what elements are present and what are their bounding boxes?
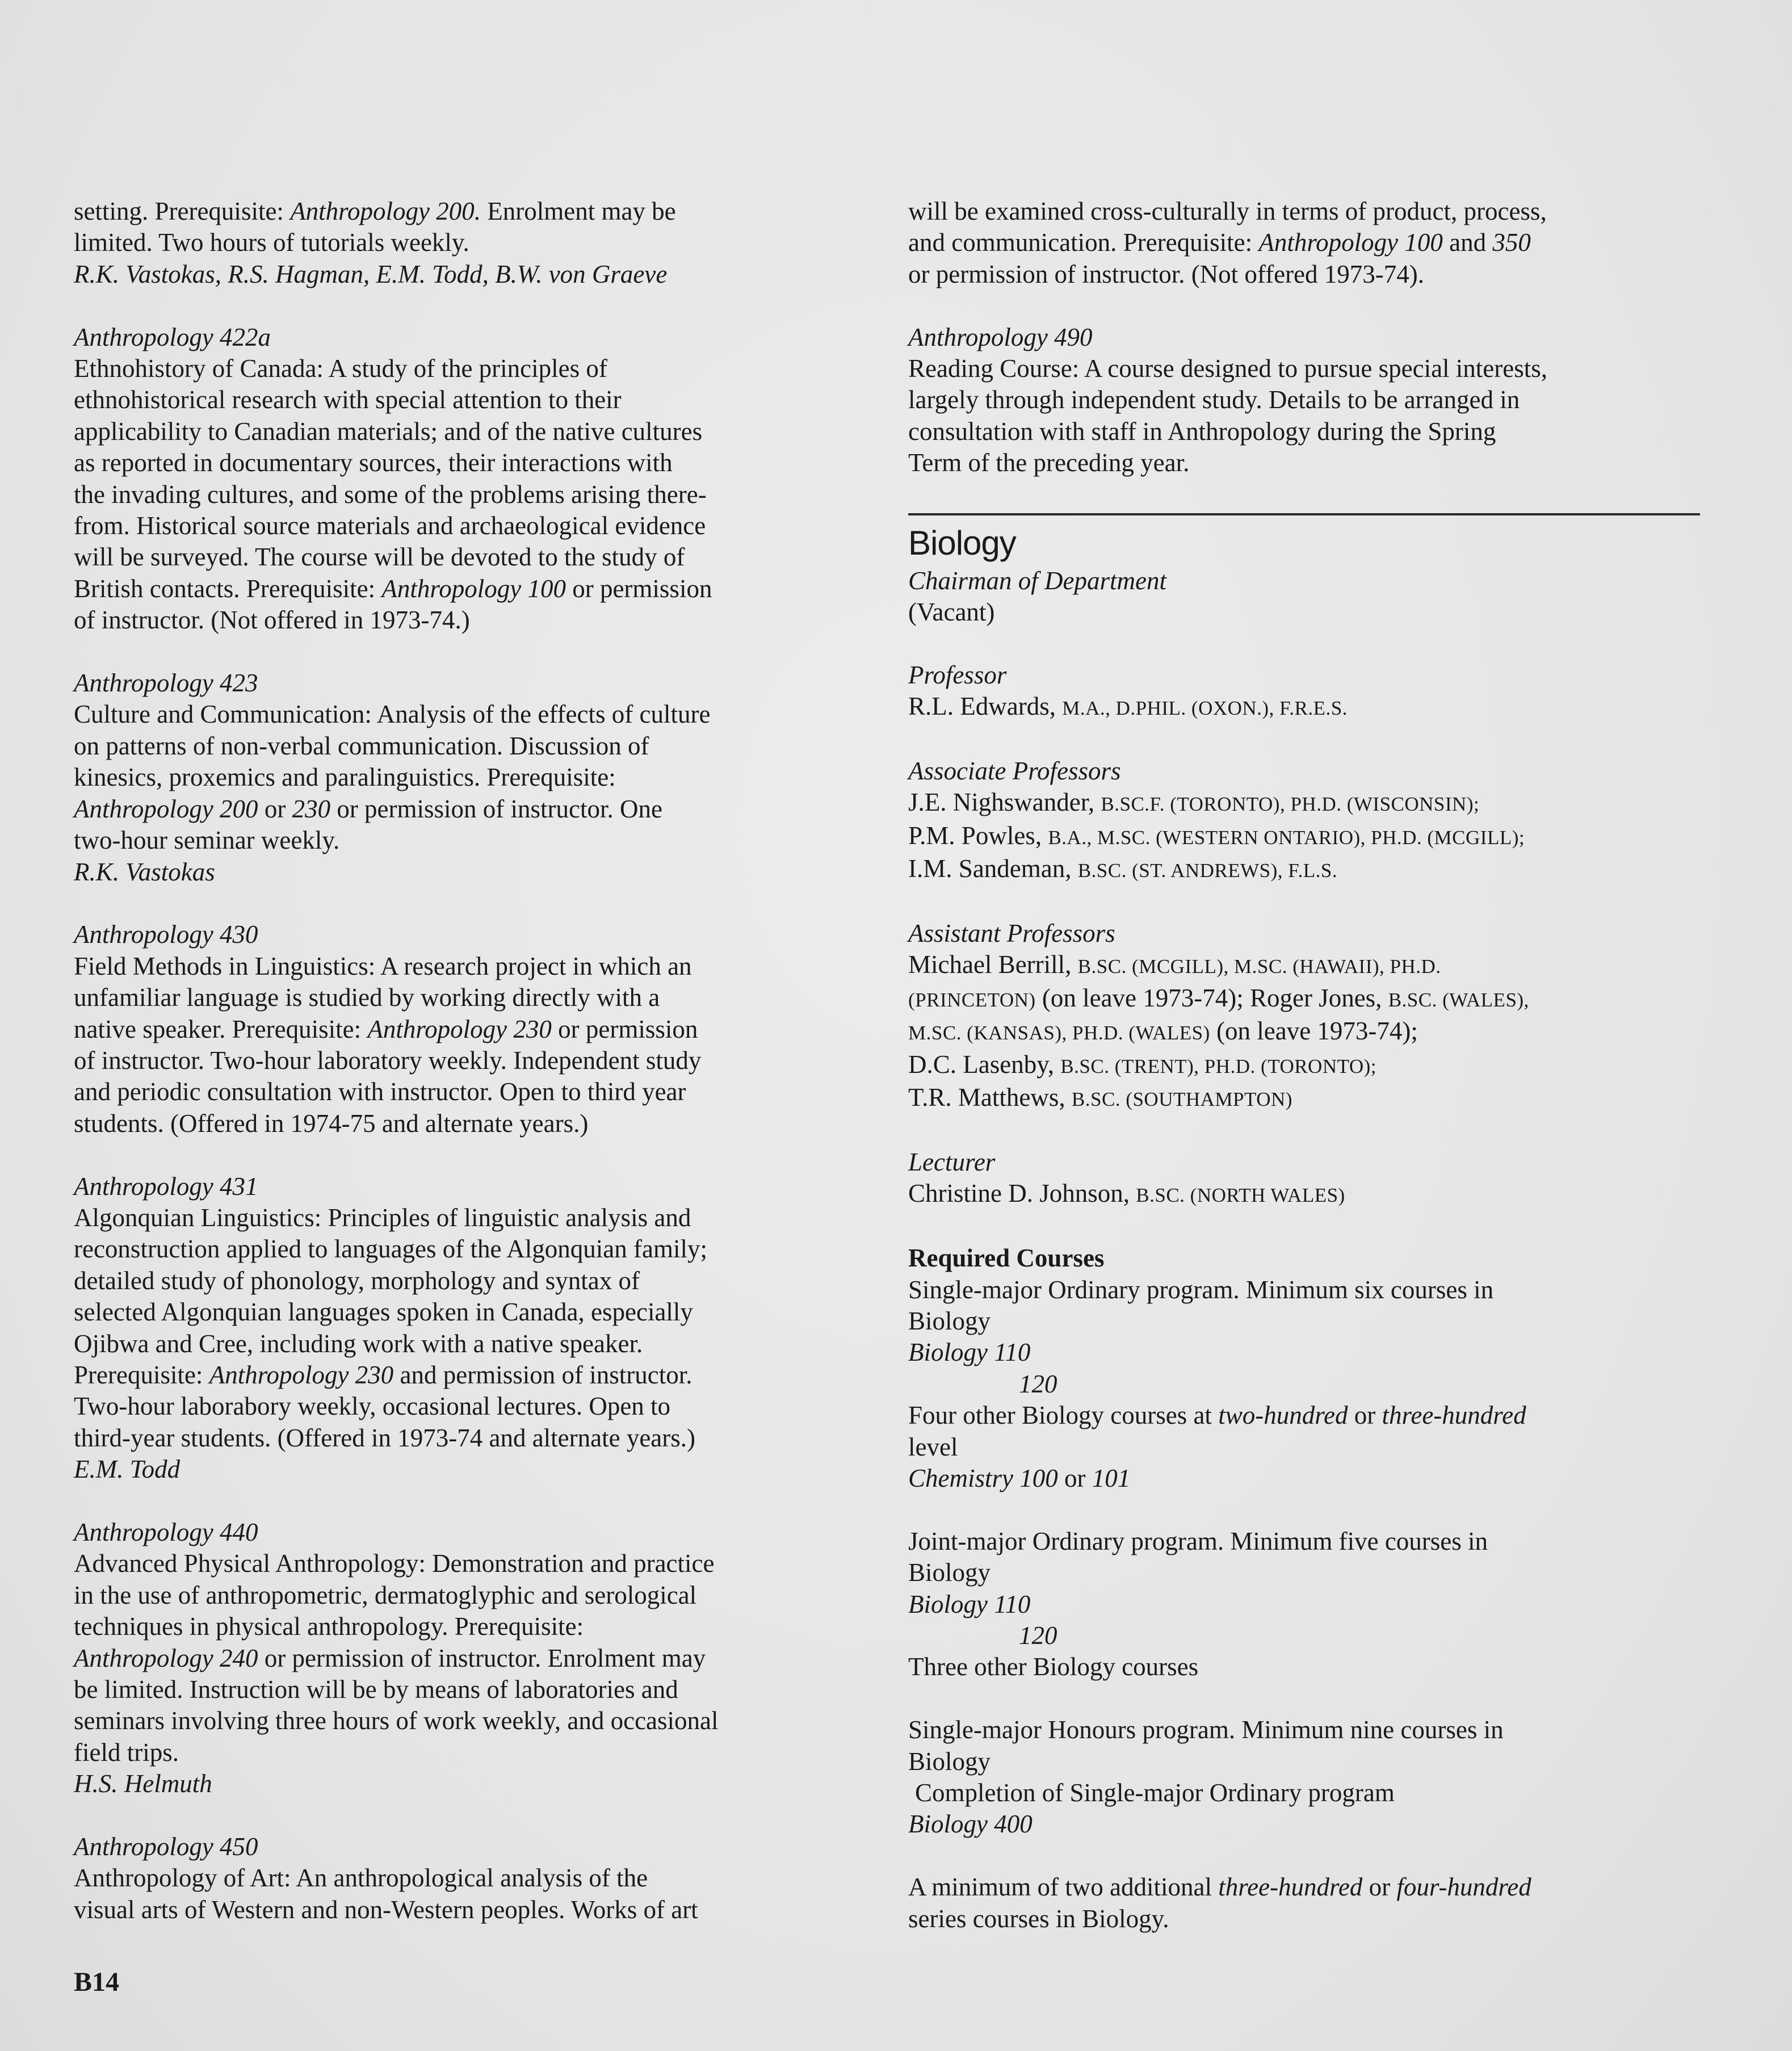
text-run: series courses in Biology. — [908, 1904, 1169, 1933]
text-line — [74, 1737, 868, 1768]
text-run: Prerequisite: — [74, 1360, 209, 1389]
paragraph-gap — [908, 1211, 1703, 1243]
italic-run: Anthropology 200. — [290, 197, 481, 225]
italic-run: Anthropology 100 — [1258, 228, 1443, 257]
text-line — [908, 1620, 1703, 1651]
text-run: or — [1362, 1873, 1397, 1902]
paragraph-gap — [74, 636, 868, 668]
text-run: Christine D. Johnson, — [908, 1179, 1136, 1208]
text-line — [908, 1714, 1703, 1746]
paragraph-gap — [908, 1115, 1703, 1147]
text-line — [74, 1768, 868, 1800]
text-line — [74, 1014, 868, 1045]
paragraph-gap — [908, 628, 1703, 659]
text-run: selected Algonquian languages spoken in Canada, especially — [74, 1298, 693, 1327]
text-line — [908, 1016, 1703, 1048]
text-run: Advanced Physical Anthropology: Demonstration and practice — [74, 1549, 715, 1578]
text-run: A minimum of two additional — [908, 1873, 1219, 1902]
text-run: and communication. Prerequisite: — [908, 228, 1259, 257]
text-line — [908, 1746, 1703, 1777]
italic-run: E.M. Todd — [74, 1455, 181, 1484]
text-line — [74, 416, 868, 447]
text-line — [74, 542, 868, 573]
text-line — [74, 951, 868, 982]
text-line — [74, 1297, 868, 1328]
text-line — [74, 731, 868, 762]
text-run: seminars involving three hours of work weekly, and occasional — [74, 1706, 719, 1735]
text-line — [74, 1454, 868, 1485]
text-line — [74, 1076, 868, 1108]
text-line — [74, 1831, 868, 1863]
text-run: or permission — [551, 1014, 698, 1043]
italic-run: Chairman of Department — [908, 566, 1166, 595]
text-run: Algonquian Linguistics: Principles of linguistic analysis and — [74, 1203, 691, 1232]
text-line — [908, 447, 1703, 479]
italic-run: Biology 110 — [908, 1589, 1031, 1618]
paragraph-gap — [74, 888, 868, 919]
text-run: Biology — [908, 1747, 991, 1776]
section-divider-rule — [908, 513, 1700, 515]
text-run: J.E. Nighswander, — [908, 788, 1101, 817]
italic-run: R.K. Vastokas — [74, 857, 215, 886]
paragraph-gap — [908, 887, 1703, 918]
text-line — [908, 983, 1703, 1016]
small-caps-degrees: B.SC. (WALES), — [1388, 988, 1529, 1011]
text-run: T.R. Matthews, — [908, 1083, 1072, 1112]
paragraph-gap — [908, 290, 1703, 321]
italic-run: Biology 400 — [908, 1810, 1033, 1839]
text-run: D.C. Lasenby, — [908, 1050, 1061, 1079]
page-number: B14 — [74, 1967, 120, 1997]
italic-run: 350 — [1492, 228, 1531, 257]
italic-run: 120 — [1019, 1369, 1057, 1398]
text-run: (Vacant) — [908, 598, 995, 627]
text-run: Ojibwa and Cree, including work with a native speaker. — [74, 1329, 643, 1358]
text-line — [908, 322, 1703, 353]
text-line — [74, 1265, 868, 1297]
text-line — [908, 1274, 1703, 1306]
text-run: setting. Prerequisite: — [74, 197, 291, 225]
text-line — [74, 1423, 868, 1454]
italic-run: Biology 110 — [908, 1338, 1031, 1367]
paragraph-gap — [74, 1800, 868, 1831]
text-run: two-hour seminar weekly. — [74, 826, 340, 855]
text-line — [908, 1369, 1703, 1400]
paragraph-gap — [908, 1683, 1703, 1714]
text-line — [908, 1809, 1703, 1840]
text-run: or permission of instructor. (Not offered 1973-74). — [908, 259, 1424, 288]
small-caps-degrees: B.SC. (MCGILL), M.SC. (HAWAII), PH.D. — [1077, 955, 1441, 978]
text-line — [74, 322, 868, 353]
small-caps-degrees: (PRINCETON) — [908, 988, 1036, 1011]
text-line — [74, 1894, 868, 1926]
text-run: Four other Biology courses at — [908, 1401, 1219, 1430]
paragraph-gap — [74, 1139, 868, 1171]
text-line — [908, 597, 1703, 628]
text-run: Michael Berrill, — [908, 950, 1078, 979]
italic-run: Anthropology 230 — [367, 1014, 552, 1043]
italic-run: Anthropology 431 — [74, 1172, 258, 1201]
text-line — [74, 1863, 868, 1894]
text-run: of instructor. (Not offered in 1973-74.) — [74, 606, 470, 635]
text-line — [74, 1611, 868, 1642]
text-line — [908, 660, 1703, 691]
italic-run: Anthropology 422a — [74, 322, 271, 351]
paragraph-gap — [908, 724, 1703, 756]
text-line — [908, 1463, 1703, 1494]
text-run: and permission of instructor. — [393, 1360, 693, 1389]
text-line — [908, 1337, 1703, 1368]
text-run: Joint-major Ordinary program. Minimum five courses in — [908, 1526, 1488, 1555]
text-line — [908, 384, 1703, 416]
text-run: Completion of Single-major Ordinary program — [915, 1778, 1395, 1807]
italic-run: Anthropology 423 — [74, 669, 258, 698]
text-line — [74, 479, 868, 510]
italic-run: R.K. Vastokas, R.S. Hagman, E.M. Todd, B.W. von Graeve — [74, 259, 668, 288]
text-run: or — [1348, 1401, 1382, 1430]
small-caps-degrees: B.SC. (TRENT), PH.D. (TORONTO); — [1060, 1055, 1377, 1077]
text-run: in the use of anthropometric, dermatoglyphic and serological — [74, 1580, 697, 1609]
text-line — [908, 1872, 1703, 1903]
small-caps-degrees: M.A., D.PHIL. (OXON.), F.R.E.S. — [1062, 697, 1348, 720]
text-run: level — [908, 1432, 958, 1461]
text-run: visual arts of Western and non-Western peoples. Works of art — [74, 1895, 698, 1924]
italic-run: Professor — [908, 660, 1007, 689]
text-run: unfamiliar language is studied by working directly with a — [74, 983, 660, 1012]
text-line — [74, 605, 868, 636]
text-line — [908, 227, 1703, 258]
text-line — [74, 668, 868, 699]
italic-run: Anthropology 240 — [74, 1643, 258, 1672]
text-line — [908, 1147, 1703, 1178]
text-run: (on leave 1973-74); — [1210, 1017, 1418, 1046]
italic-run: 230 — [292, 794, 331, 823]
text-run: or — [1057, 1463, 1092, 1492]
text-line — [74, 1108, 868, 1139]
text-line — [908, 820, 1703, 853]
italic-run: H.S. Helmuth — [74, 1769, 212, 1798]
text-run: Reading Course: A course designed to pursue special interests, — [908, 354, 1548, 383]
text-run: Single-major Ordinary program. Minimum six courses in — [908, 1275, 1494, 1304]
text-line — [908, 416, 1703, 447]
text-run: Enrolment may be — [481, 197, 676, 225]
text-run: Anthropology of Art: An anthropological analysis of the — [74, 1864, 648, 1893]
text-run: British contacts. Prerequisite: — [74, 574, 382, 603]
text-line — [74, 1360, 868, 1391]
paragraph-gap — [908, 1494, 1703, 1525]
text-run: will be surveyed. The course will be devoted to the study of — [74, 543, 685, 572]
text-line — [908, 353, 1703, 384]
text-line — [74, 762, 868, 793]
text-run: of instructor. Two-hour laboratory weekly. Independent study — [74, 1046, 702, 1075]
italic-run: Anthropology 200 — [74, 794, 258, 823]
text-line — [74, 1580, 868, 1611]
text-line — [908, 1526, 1703, 1557]
paragraph-gap — [74, 1486, 868, 1517]
text-run: students. (Offered in 1974-75 and alternate years.) — [74, 1109, 589, 1138]
section-heading-biology: Biology — [908, 523, 1016, 562]
text-line — [74, 196, 868, 227]
text-line — [74, 1674, 868, 1705]
text-line — [74, 259, 868, 290]
text-line — [74, 447, 868, 479]
italic-run: Anthropology 100 — [381, 574, 566, 603]
right-column — [908, 196, 1703, 1935]
paragraph-gap — [74, 290, 868, 321]
text-run: applicability to Canadian materials; and of the native cultures — [74, 417, 703, 446]
text-line — [908, 1082, 1703, 1115]
text-run: Two-hour laborabory weekly, occasional lectures. Open to — [74, 1392, 671, 1421]
text-line — [908, 1243, 1703, 1274]
italic-run: Chemistry 100 — [908, 1463, 1058, 1492]
italic-run: 120 — [1019, 1621, 1057, 1650]
text-line — [74, 1705, 868, 1737]
text-line — [74, 825, 868, 856]
text-line — [74, 857, 868, 888]
text-run: as reported in documentary sources, their interactions with — [74, 448, 673, 477]
text-line — [74, 1202, 868, 1234]
italic-run: Anthropology 440 — [74, 1517, 258, 1546]
text-run: or permission of instructor. One — [330, 794, 662, 823]
text-run: reconstruction applied to languages of the Algonquian family; — [74, 1235, 707, 1264]
text-line — [908, 1049, 1703, 1082]
text-run: or permission of instructor. Enrolment may — [258, 1643, 706, 1672]
left-column — [74, 196, 868, 1926]
italic-run: Lecturer — [908, 1147, 996, 1176]
text-line — [908, 565, 1703, 597]
small-caps-degrees: M.SC. (KANSAS), PH.D. (WALES) — [908, 1022, 1210, 1045]
italic-run: Assistant Professors — [908, 919, 1115, 948]
text-line — [74, 1171, 868, 1202]
text-run: Biology — [908, 1306, 991, 1335]
text-run: third-year students. (Offered in 1973-74 and alternate years.) — [74, 1423, 696, 1452]
text-line — [74, 227, 868, 258]
italic-run: 101 — [1092, 1463, 1131, 1492]
anthropology-continued — [908, 196, 1703, 479]
text-run: from. Historical source materials and archaeological evidence — [74, 511, 706, 540]
text-run: P.M. Powles, — [908, 821, 1048, 850]
text-run: and — [1442, 228, 1493, 257]
text-run: on patterns of non-verbal communication. Discussion of — [74, 731, 649, 760]
text-line — [908, 853, 1703, 886]
text-run: Single-major Honours program. Minimum nine courses in — [908, 1716, 1504, 1744]
italic-run: three-hundred — [1218, 1873, 1363, 1902]
text-line — [74, 1234, 868, 1265]
text-line — [908, 196, 1703, 227]
text-line — [74, 384, 868, 416]
text-line — [74, 1643, 868, 1674]
small-caps-degrees: B.SC. (SOUTHAMPTON) — [1071, 1088, 1292, 1111]
text-line — [908, 1400, 1703, 1431]
text-line — [74, 1391, 868, 1422]
text-line — [74, 794, 868, 825]
text-run: or — [258, 794, 292, 823]
text-line — [908, 1557, 1703, 1588]
small-caps-degrees: B.SC. (ST. ANDREWS), F.L.S. — [1077, 859, 1338, 882]
text-run: Biology — [908, 1558, 991, 1587]
text-run: field trips. — [74, 1738, 179, 1767]
text-line — [908, 1903, 1703, 1935]
text-run: techniques in physical anthropology. Prerequisite: — [74, 1612, 584, 1641]
text-line — [74, 982, 868, 1013]
text-run: and periodic consultation with instructor. Open to third year — [74, 1077, 686, 1106]
text-run: (on leave 1973-74); Roger Jones, — [1035, 983, 1388, 1012]
italic-run: three-hundred — [1382, 1401, 1526, 1430]
text-line — [74, 1517, 868, 1548]
text-line — [74, 699, 868, 730]
text-run: detailed study of phonology, morphology and syntax of — [74, 1266, 640, 1295]
text-run: native speaker. Prerequisite: — [74, 1014, 368, 1043]
text-line — [74, 353, 868, 384]
text-run: limited. Two hours of tutorials weekly. — [74, 228, 469, 257]
small-caps-degrees: B.SC.F. (TORONTO), PH.D. (WISCONSIN); — [1101, 793, 1480, 816]
text-run: consultation with staff in Anthropology during the Spring — [908, 417, 1496, 446]
text-line — [74, 573, 868, 605]
italic-run: Associate Professors — [908, 757, 1121, 786]
italic-run: Anthropology 450 — [74, 1832, 258, 1861]
text-line — [908, 1777, 1703, 1809]
text-run: ethnohistorical research with special attention to their — [74, 385, 622, 414]
text-line — [908, 787, 1703, 820]
italic-run: Anthropology 490 — [908, 322, 1093, 351]
text-run: Field Methods in Linguistics: A research project in which an — [74, 951, 692, 980]
italic-run: two-hundred — [1218, 1401, 1348, 1430]
text-line — [74, 1548, 868, 1579]
text-line — [908, 949, 1703, 982]
text-run: the invading cultures, and some of the problems arising there- — [74, 480, 707, 509]
paragraph-gap — [908, 1840, 1703, 1872]
bold-subheading: Required Courses — [908, 1244, 1105, 1273]
text-run: Three other Biology courses — [908, 1652, 1199, 1681]
text-line — [908, 1651, 1703, 1683]
small-caps-degrees: B.SC. (NORTH WALES) — [1136, 1184, 1345, 1207]
text-line — [908, 1178, 1703, 1211]
italic-run: Anthropology 430 — [74, 920, 258, 949]
text-line — [74, 1328, 868, 1360]
text-line — [74, 1045, 868, 1076]
text-run: Ethnohistory of Canada: A study of the principles of — [74, 354, 607, 383]
text-line — [74, 510, 868, 542]
text-line — [908, 1306, 1703, 1337]
text-line — [908, 918, 1703, 949]
italic-run: four-hundred — [1396, 1873, 1531, 1902]
text-run: or permission — [565, 574, 712, 603]
text-run: R.L. Edwards, — [908, 692, 1063, 721]
text-run: Culture and Communication: Analysis of the effects of culture — [74, 700, 711, 729]
biology-section — [908, 565, 1703, 1935]
text-run: will be examined cross-culturally in terms of product, process, — [908, 197, 1547, 225]
text-run: be limited. Instruction will be by means of laboratories and — [74, 1675, 678, 1704]
text-line — [908, 259, 1703, 290]
text-line — [908, 1432, 1703, 1463]
text-run: I.M. Sandeman, — [908, 854, 1078, 883]
text-line — [908, 691, 1703, 724]
text-run: kinesics, proxemics and paralinguistics. Prerequisite: — [74, 763, 616, 792]
text-line — [74, 919, 868, 950]
italic-run: Anthropology 230 — [209, 1360, 394, 1389]
text-line — [908, 756, 1703, 787]
text-line — [908, 1589, 1703, 1620]
text-run: Term of the preceding year. — [908, 448, 1190, 477]
text-run: largely through independent study. Details to be arranged in — [908, 385, 1520, 414]
small-caps-degrees: B.A., M.SC. (WESTERN ONTARIO), PH.D. (MCGILL); — [1048, 826, 1525, 849]
